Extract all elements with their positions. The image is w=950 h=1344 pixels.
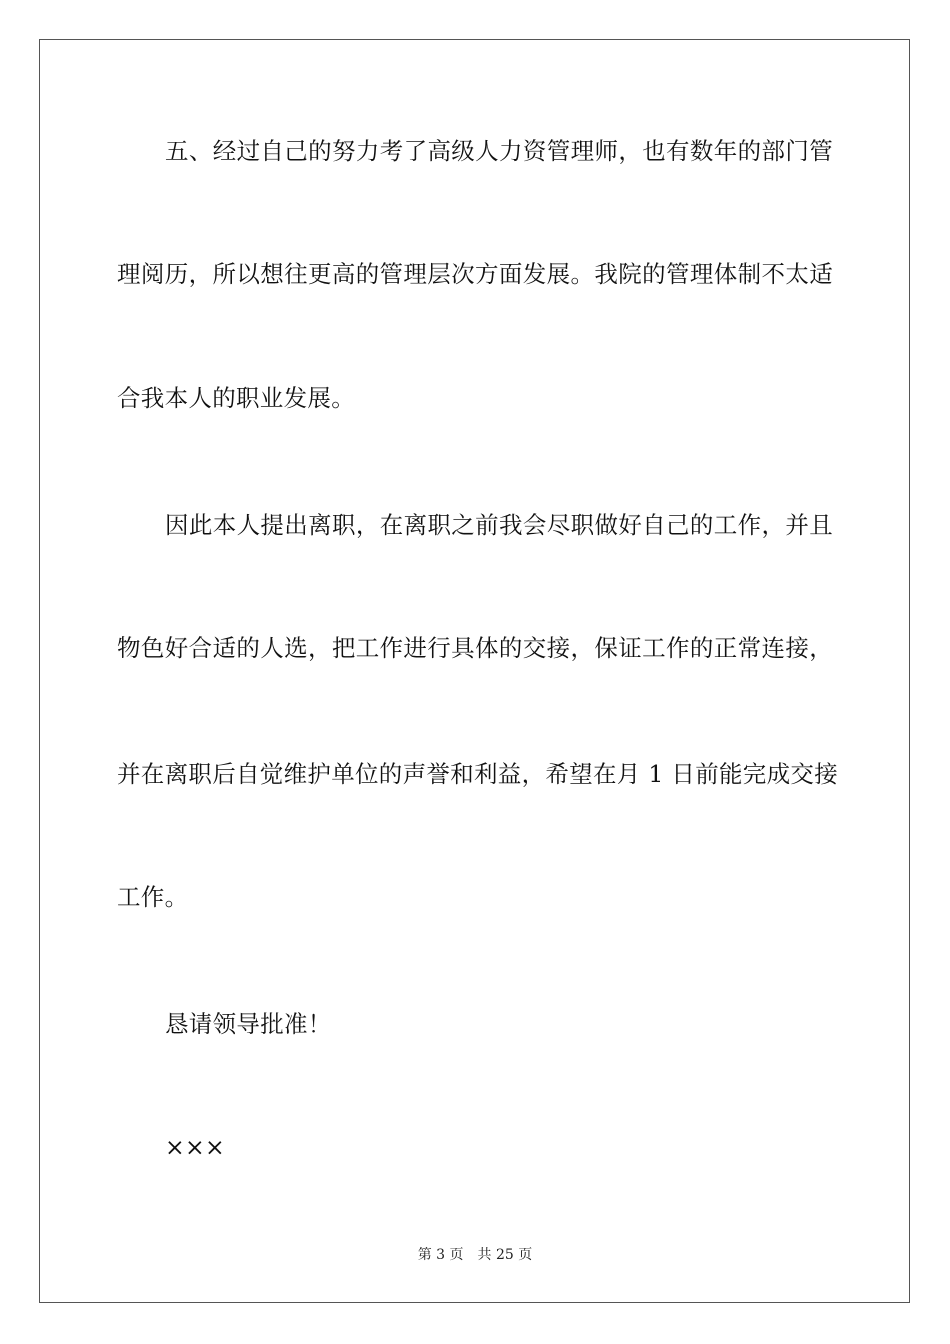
paragraph-1-line-1: 五、经过自己的努力考了高级人力资管理师，也有数年的部门管 [165, 137, 833, 165]
paragraph-2-line-1: 因此本人提出离职，在离职之前我会尽职做好自己的工作，并且 [165, 511, 833, 539]
page-number: 第 3 页 [417, 1247, 464, 1263]
page-border [39, 39, 910, 1303]
closing-request: 恳请领导批准！ [165, 1010, 332, 1038]
paragraph-2-line-3: 并在离职后自觉维护单位的声誉和利益，希望在月 1 日前能完成交接 [117, 760, 838, 788]
paragraph-2-line-4: 工作。 [117, 883, 189, 911]
signature-placeholder: ××× [165, 1133, 225, 1161]
page-footer [0, 1246, 950, 1264]
total-pages: 共 25 页 [477, 1247, 533, 1263]
paragraph-1-line-2: 理阅历，所以想往更高的管理层次方面发展。我院的管理体制不太适 [117, 260, 833, 288]
paragraph-1-line-3: 合我本人的职业发展。 [117, 384, 355, 412]
paragraph-2-line-2: 物色好合适的人选，把工作进行具体的交接，保证工作的正常连接， [117, 634, 833, 662]
